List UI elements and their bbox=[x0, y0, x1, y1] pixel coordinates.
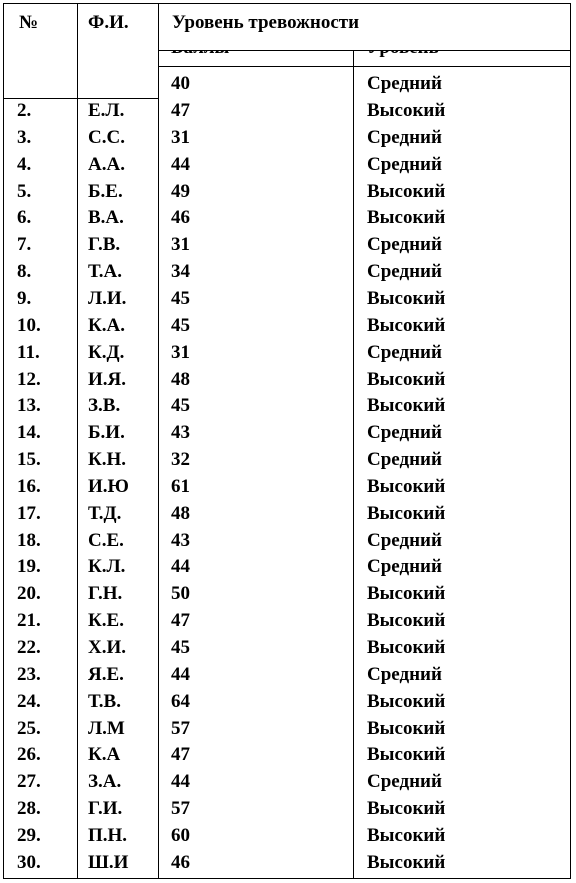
row-score: 31 bbox=[171, 234, 190, 255]
row-name: Т.А. bbox=[88, 261, 122, 282]
row-number: 18. bbox=[17, 530, 41, 551]
row-score: 49 bbox=[171, 181, 190, 202]
table-row bbox=[0, 825, 576, 852]
row-name: Б.И. bbox=[88, 422, 125, 443]
row-number: 26. bbox=[17, 744, 41, 765]
row-score: 64 bbox=[171, 691, 190, 712]
table-row bbox=[0, 744, 576, 771]
table-row bbox=[0, 798, 576, 825]
table-row bbox=[0, 852, 576, 879]
row-score: 44 bbox=[171, 154, 190, 175]
row-score: 45 bbox=[171, 395, 190, 416]
row-number: 15. bbox=[17, 449, 41, 470]
row-name: Т.Д. bbox=[88, 503, 122, 524]
row-level: Высокий bbox=[367, 395, 446, 416]
table-row bbox=[0, 369, 576, 396]
num-header: № bbox=[19, 12, 39, 33]
row-level: Высокий bbox=[367, 718, 446, 739]
row-level: Средний bbox=[367, 664, 442, 685]
row-level: Высокий bbox=[367, 637, 446, 658]
row-name: Т.В. bbox=[88, 691, 121, 712]
row-number: 12. bbox=[17, 369, 41, 390]
row-number: 9. bbox=[17, 288, 32, 309]
table-row bbox=[0, 476, 576, 503]
row-level: Высокий bbox=[367, 744, 446, 765]
table-row bbox=[0, 154, 576, 181]
row-name: К.Л. bbox=[88, 556, 126, 577]
row-number: 19. bbox=[17, 556, 41, 577]
row-name: Б.Е. bbox=[88, 181, 123, 202]
row-name: Г.В. bbox=[88, 234, 121, 255]
row-name: К.А. bbox=[88, 315, 125, 336]
row-level: Высокий bbox=[367, 503, 446, 524]
table-row bbox=[0, 261, 576, 288]
row-score: 60 bbox=[171, 825, 190, 846]
row-level: Средний bbox=[367, 234, 442, 255]
row-score: 47 bbox=[171, 744, 190, 765]
table-row bbox=[0, 288, 576, 315]
table-row bbox=[0, 422, 576, 449]
row-name: И.Я. bbox=[88, 369, 126, 390]
first-row-score: 40 bbox=[171, 73, 190, 94]
row-number: 23. bbox=[17, 664, 41, 685]
row-score: 46 bbox=[171, 207, 190, 228]
name-header: Ф.И. bbox=[88, 12, 129, 33]
row-score: 45 bbox=[171, 637, 190, 658]
row-level: Средний bbox=[367, 127, 442, 148]
row-level: Высокий bbox=[367, 691, 446, 712]
table-row bbox=[0, 718, 576, 745]
row-number: 5. bbox=[17, 181, 32, 202]
table-row bbox=[0, 207, 576, 234]
table-row bbox=[0, 583, 576, 610]
row-number: 29. bbox=[17, 825, 41, 846]
first-row-level: Средний bbox=[367, 73, 442, 94]
row-number: 10. bbox=[17, 315, 41, 336]
row-level: Средний bbox=[367, 771, 442, 792]
row-number: 17. bbox=[17, 503, 41, 524]
row-name: К.Е. bbox=[88, 610, 124, 631]
row-level: Высокий bbox=[367, 315, 446, 336]
row-name: З.В. bbox=[88, 395, 121, 416]
row-name: Г.И. bbox=[88, 798, 123, 819]
row-name: Ш.И bbox=[88, 852, 129, 873]
row-number: 16. bbox=[17, 476, 41, 497]
row-score: 44 bbox=[171, 664, 190, 685]
row-level: Средний bbox=[367, 342, 442, 363]
row-level: Высокий bbox=[367, 583, 446, 604]
row-number: 20. bbox=[17, 583, 41, 604]
row-name: Л.М bbox=[88, 718, 125, 739]
row-level: Средний bbox=[367, 154, 442, 175]
row-number: 30. bbox=[17, 852, 41, 873]
row-level: Высокий bbox=[367, 798, 446, 819]
row-name: П.Н. bbox=[88, 825, 128, 846]
table-row bbox=[0, 771, 576, 798]
score-subheader bbox=[171, 51, 291, 59]
row-level: Средний bbox=[367, 449, 442, 470]
row-number: 28. bbox=[17, 798, 41, 819]
row-name: Я.Е. bbox=[88, 664, 124, 685]
level-subheader bbox=[367, 51, 487, 59]
row-number: 27. bbox=[17, 771, 41, 792]
row-name: Е.Л. bbox=[88, 100, 125, 121]
row-level: Высокий bbox=[367, 825, 446, 846]
row-score: 50 bbox=[171, 583, 190, 604]
row-level: Высокий bbox=[367, 852, 446, 873]
table-row bbox=[0, 610, 576, 637]
row-number: 22. bbox=[17, 637, 41, 658]
row-name: С.Е. bbox=[88, 530, 124, 551]
row-name: К.Д. bbox=[88, 342, 125, 363]
row-score: 45 bbox=[171, 288, 190, 309]
row-number: 24. bbox=[17, 691, 41, 712]
row-number: 8. bbox=[17, 261, 32, 282]
row-score: 44 bbox=[171, 771, 190, 792]
row-level: Высокий bbox=[367, 476, 446, 497]
row-name: И.Ю bbox=[88, 476, 129, 497]
row-level: Высокий bbox=[367, 369, 446, 390]
row-score: 46 bbox=[171, 852, 190, 873]
table-row bbox=[0, 503, 576, 530]
row-number: 21. bbox=[17, 610, 41, 631]
table-row bbox=[0, 234, 576, 261]
table-row bbox=[0, 449, 576, 476]
row-level: Средний bbox=[367, 530, 442, 551]
row-number: 7. bbox=[17, 234, 32, 255]
row-score: 57 bbox=[171, 798, 190, 819]
row-score: 47 bbox=[171, 100, 190, 121]
row-level: Высокий bbox=[367, 100, 446, 121]
table-row bbox=[0, 315, 576, 342]
table-row bbox=[0, 556, 576, 583]
row-score: 43 bbox=[171, 422, 190, 443]
table-row bbox=[0, 664, 576, 691]
row-number: 11. bbox=[17, 342, 40, 363]
header-subrow-line bbox=[158, 66, 571, 67]
table-row bbox=[0, 127, 576, 154]
table-row bbox=[0, 637, 576, 664]
row-name: Г.Н. bbox=[88, 583, 123, 604]
row-name: Х.И. bbox=[88, 637, 126, 658]
row-name: К.Н. bbox=[88, 449, 127, 470]
row-level: Средний bbox=[367, 261, 442, 282]
table-row bbox=[0, 342, 576, 369]
row-name: Л.И. bbox=[88, 288, 127, 309]
row-level: Высокий bbox=[367, 610, 446, 631]
row-score: 48 bbox=[171, 369, 190, 390]
row-name: В.А. bbox=[88, 207, 124, 228]
row-number: 25. bbox=[17, 718, 41, 739]
table-row bbox=[0, 181, 576, 208]
row-score: 61 bbox=[171, 476, 190, 497]
row-level: Высокий bbox=[367, 181, 446, 202]
row-number: 14. bbox=[17, 422, 41, 443]
table-row bbox=[0, 530, 576, 557]
row-number: 13. bbox=[17, 395, 41, 416]
row-score: 47 bbox=[171, 610, 190, 631]
row-name: К.А bbox=[88, 744, 121, 765]
row-score: 43 bbox=[171, 530, 190, 551]
anxiety-header: Уровень тревожности bbox=[172, 12, 360, 33]
row-score: 32 bbox=[171, 449, 190, 470]
row-score: 44 bbox=[171, 556, 190, 577]
row-score: 48 bbox=[171, 503, 190, 524]
row-level: Высокий bbox=[367, 288, 446, 309]
table-row bbox=[0, 395, 576, 422]
row-number: 3. bbox=[17, 127, 32, 148]
row-number: 2. bbox=[17, 100, 32, 121]
row-score: 45 bbox=[171, 315, 190, 336]
row-name: А.А. bbox=[88, 154, 125, 175]
header-bottom-line-left bbox=[3, 98, 158, 99]
row-number: 6. bbox=[17, 207, 32, 228]
row-name: С.С. bbox=[88, 127, 125, 148]
row-level: Средний bbox=[367, 556, 442, 577]
table-row bbox=[0, 691, 576, 718]
row-name: З.А. bbox=[88, 771, 122, 792]
row-number: 4. bbox=[17, 154, 32, 175]
row-score: 31 bbox=[171, 127, 190, 148]
row-score: 31 bbox=[171, 342, 190, 363]
row-score: 34 bbox=[171, 261, 190, 282]
table-row bbox=[0, 100, 576, 127]
row-score: 57 bbox=[171, 718, 190, 739]
row-level: Высокий bbox=[367, 207, 446, 228]
row-level: Средний bbox=[367, 422, 442, 443]
